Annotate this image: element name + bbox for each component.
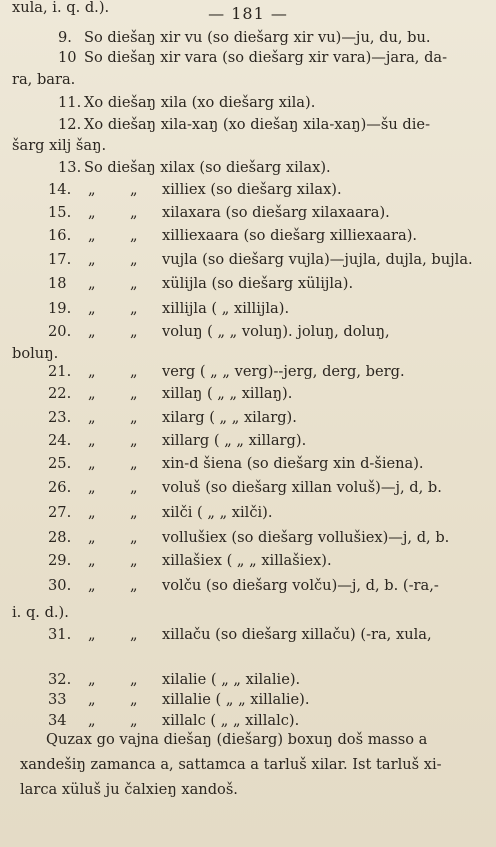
entry-number: 25.	[48, 455, 72, 472]
ditto-mark: „	[88, 712, 96, 729]
ditto-mark: „	[130, 385, 138, 402]
entry-number: 28.	[48, 529, 72, 546]
ditto-mark: „	[130, 479, 138, 496]
ditto-mark: „	[88, 409, 96, 426]
ditto-mark: „	[88, 691, 96, 708]
ditto-mark: „	[130, 409, 138, 426]
entry-text: xilarg ( „ „ xilarg).	[162, 409, 297, 426]
entry-text: So diešaŋ xir vu (so diešarg xir vu)—ju, du, bu.	[84, 29, 431, 46]
entry-text: xillašiex ( „ „ xillašiex).	[162, 552, 332, 569]
entry-text: xülijla (so diešarg xülijla).	[162, 275, 354, 292]
ditto-mark: „	[88, 227, 96, 244]
ditto-mark: „	[130, 712, 138, 729]
entry-text: voluš (so diešarg xillan voluš)—j, d, b.	[162, 479, 442, 496]
ditto-mark: „	[130, 181, 138, 198]
entry-text: xilalie ( „ „ xilalie).	[162, 671, 301, 688]
entry-text: xillijla ( „ xillijla).	[162, 300, 290, 317]
entry-text: xillalc ( „ „ xillalc).	[162, 712, 300, 729]
ditto-mark: „	[88, 275, 96, 292]
entry-text: xilči ( „ „ xilči).	[162, 504, 273, 521]
entry-number: 32.	[48, 671, 72, 688]
entry-number: 24.	[48, 432, 72, 449]
ditto-mark: „	[88, 432, 96, 449]
ditto-mark: „	[130, 529, 138, 546]
entry-number: 12.	[58, 116, 82, 133]
ditto-mark: „	[88, 300, 96, 317]
ditto-mark: „	[88, 504, 96, 521]
entry-number: 15.	[48, 204, 72, 221]
ditto-mark: „	[130, 275, 138, 292]
entry-text: xilliex (so diešarg xilax).	[162, 181, 342, 198]
entry-number: 31.	[48, 626, 72, 643]
entry-text: voluŋ ( „ „ voluŋ). joluŋ, doluŋ,	[162, 323, 390, 340]
ditto-mark: „	[88, 204, 96, 221]
entry-text: xin-d šiena (so diešarg xin d-šiena).	[162, 455, 424, 472]
entry-number: 23.	[48, 409, 72, 426]
ditto-mark: „	[88, 577, 96, 594]
entry-number: 19.	[48, 300, 72, 317]
ditto-mark: „	[130, 504, 138, 521]
entry-text: vujla (so diešarg vujla)—jujla, dujla, bujla.	[162, 251, 473, 268]
entry-text: Xo diešaŋ xila (xo diešarg xila).	[84, 94, 316, 111]
ditto-mark: „	[130, 300, 138, 317]
entry-number: 20.	[48, 323, 72, 340]
ditto-mark: „	[88, 455, 96, 472]
ditto-mark: „	[88, 251, 96, 268]
continuation-text: šarg xilj šaŋ.	[12, 137, 107, 154]
entry-number: 18	[48, 275, 67, 292]
entry-number: 30.	[48, 577, 72, 594]
entry-text: xillalie ( „ „ xillalie).	[162, 691, 310, 708]
entry-number: 33	[48, 691, 67, 708]
ditto-mark: „	[130, 455, 138, 472]
entry-number: 13.	[58, 159, 82, 176]
entry-number: 22.	[48, 385, 72, 402]
entry-text: xillarg ( „ „ xillarg).	[162, 432, 307, 449]
entry-text: xilaxara (so diešarg xilaxaara).	[162, 204, 390, 221]
ditto-mark: „	[88, 552, 96, 569]
continuation-text: boluŋ.	[12, 345, 59, 362]
ditto-mark: „	[130, 552, 138, 569]
entry-number: 27.	[48, 504, 72, 521]
ditto-mark: „	[88, 626, 96, 643]
entry-text: volču (so diešarg volču)—j, d, b. (-ra,-	[162, 577, 439, 594]
ditto-mark: „	[88, 323, 96, 340]
ditto-mark: „	[130, 691, 138, 708]
entry-number: 9.	[58, 29, 72, 46]
entry-text: xillaču (so diešarg xillaču) (-ra, xula,	[162, 626, 432, 643]
entry-text: So diešaŋ xir vara (so diešarg xir vara)—jara, da-	[84, 49, 448, 66]
ditto-mark: „	[88, 479, 96, 496]
ditto-mark: „	[88, 671, 96, 688]
ditto-mark: „	[130, 432, 138, 449]
ditto-mark: „	[130, 251, 138, 268]
entry-number: 34	[48, 712, 67, 729]
ditto-mark: „	[130, 626, 138, 643]
continuation-text: xula, i. q. d.).	[12, 0, 110, 16]
continuation-text: i. q. d.).	[12, 604, 69, 621]
entry-number: 29.	[48, 552, 72, 569]
entry-number: 21.	[48, 363, 72, 380]
ditto-mark: „	[130, 577, 138, 594]
entry-text: Xo diešaŋ xila-xaŋ (xo diešaŋ xila-xaŋ)—šu die-	[84, 116, 430, 133]
ditto-mark: „	[88, 181, 96, 198]
ditto-mark: „	[130, 671, 138, 688]
ditto-mark: „	[88, 385, 96, 402]
book-page: — 181 — 9. So diešaŋ xir vu (so diešarg xir vu)—ju, du, bu. 10 So diešaŋ xir vara (so diešarg xir vara)—jara, da- ra, bara. 11. Xo diešaŋ xila (xo diešarg xila). 12. Xo diešaŋ xila-xaŋ (xo diešaŋ xila-xaŋ)—šu die- šarg xilj šaŋ. 13. So diešaŋ xilax (so diešarg xilax). 14. „ „ xilliex (so diešarg xilax). 15. „ „ xilaxara (so diešarg xilaxaara). 16. „ „ xilliexaara (so diešarg xilliexaara). 17. „ „ vujla (so diešarg vujla)—jujla, dujla, bujla. 18 „ „ xülijla (so diešarg xülijla). 19. „ „ xillijla ( „ xillijla). 20. „ „ voluŋ ( „ „ voluŋ). joluŋ, doluŋ, boluŋ. 21. „ „ verg ( „ „ verg)--jerg, derg, berg. 22. „ „ xillaŋ ( „ „ xillaŋ). 23. „ „ xilarg ( „ „ xilarg). 24. „ „ xillarg ( „ „ xillarg). 25. „ „ xin-d šiena (so diešarg xin d-šiena). 26. „ „ voluš (so diešarg xillan voluš)—j, d, b. 27. „ „ xilči ( „ „ xilči). 28. „ „ vollušiex (so diešarg vollušiex)—j, d, b. 29. „ „ xillašiex ( „ „ xillašiex). 30. „ „ volču (so diešarg volču)—j, d, b. (-ra,- xula, i. q. d.). 31. „ „ xillaču (so diešarg xillaču) (-ra, xula, i. q. d.). 32. „ „ xilalie ( „ „ xilalie). 33 „ „ xillalie ( „ „ xillalie). 34 „ „ xillalc ( „ „ xillalc). Quzax go vajna diešaŋ (diešarg) boxuŋ doš masso a xandešiŋ zamanca a, sattamca a tarluš xilar. Ist tarluš xi- larca xüluš ju čalxieŋ xandoš.	[0, 0, 496, 847]
ditto-mark: „	[88, 363, 96, 380]
entry-number: 17.	[48, 251, 72, 268]
entry-text: verg ( „ „ verg)--jerg, derg, berg.	[162, 363, 405, 380]
ditto-mark: „	[130, 323, 138, 340]
entry-text: xillaŋ ( „ „ xillaŋ).	[162, 385, 293, 402]
entry-number: 11.	[58, 94, 82, 111]
page-number: — 181 —	[208, 4, 288, 23]
entry-number: 14.	[48, 181, 72, 198]
entry-text: vollušiex (so diešarg vollušiex)—j, d, b.	[162, 529, 450, 546]
ditto-mark: „	[130, 227, 138, 244]
entry-number: 16.	[48, 227, 72, 244]
ditto-mark: „	[130, 363, 138, 380]
entry-number: 10	[58, 49, 77, 66]
ditto-mark: „	[130, 204, 138, 221]
ditto-mark: „	[88, 529, 96, 546]
entry-number: 26.	[48, 479, 72, 496]
entry-text: So diešaŋ xilax (so diešarg xilax).	[84, 159, 331, 176]
continuation-text: ra, bara.	[12, 71, 76, 88]
entry-text: xilliexaara (so diešarg xilliexaara).	[162, 227, 418, 244]
